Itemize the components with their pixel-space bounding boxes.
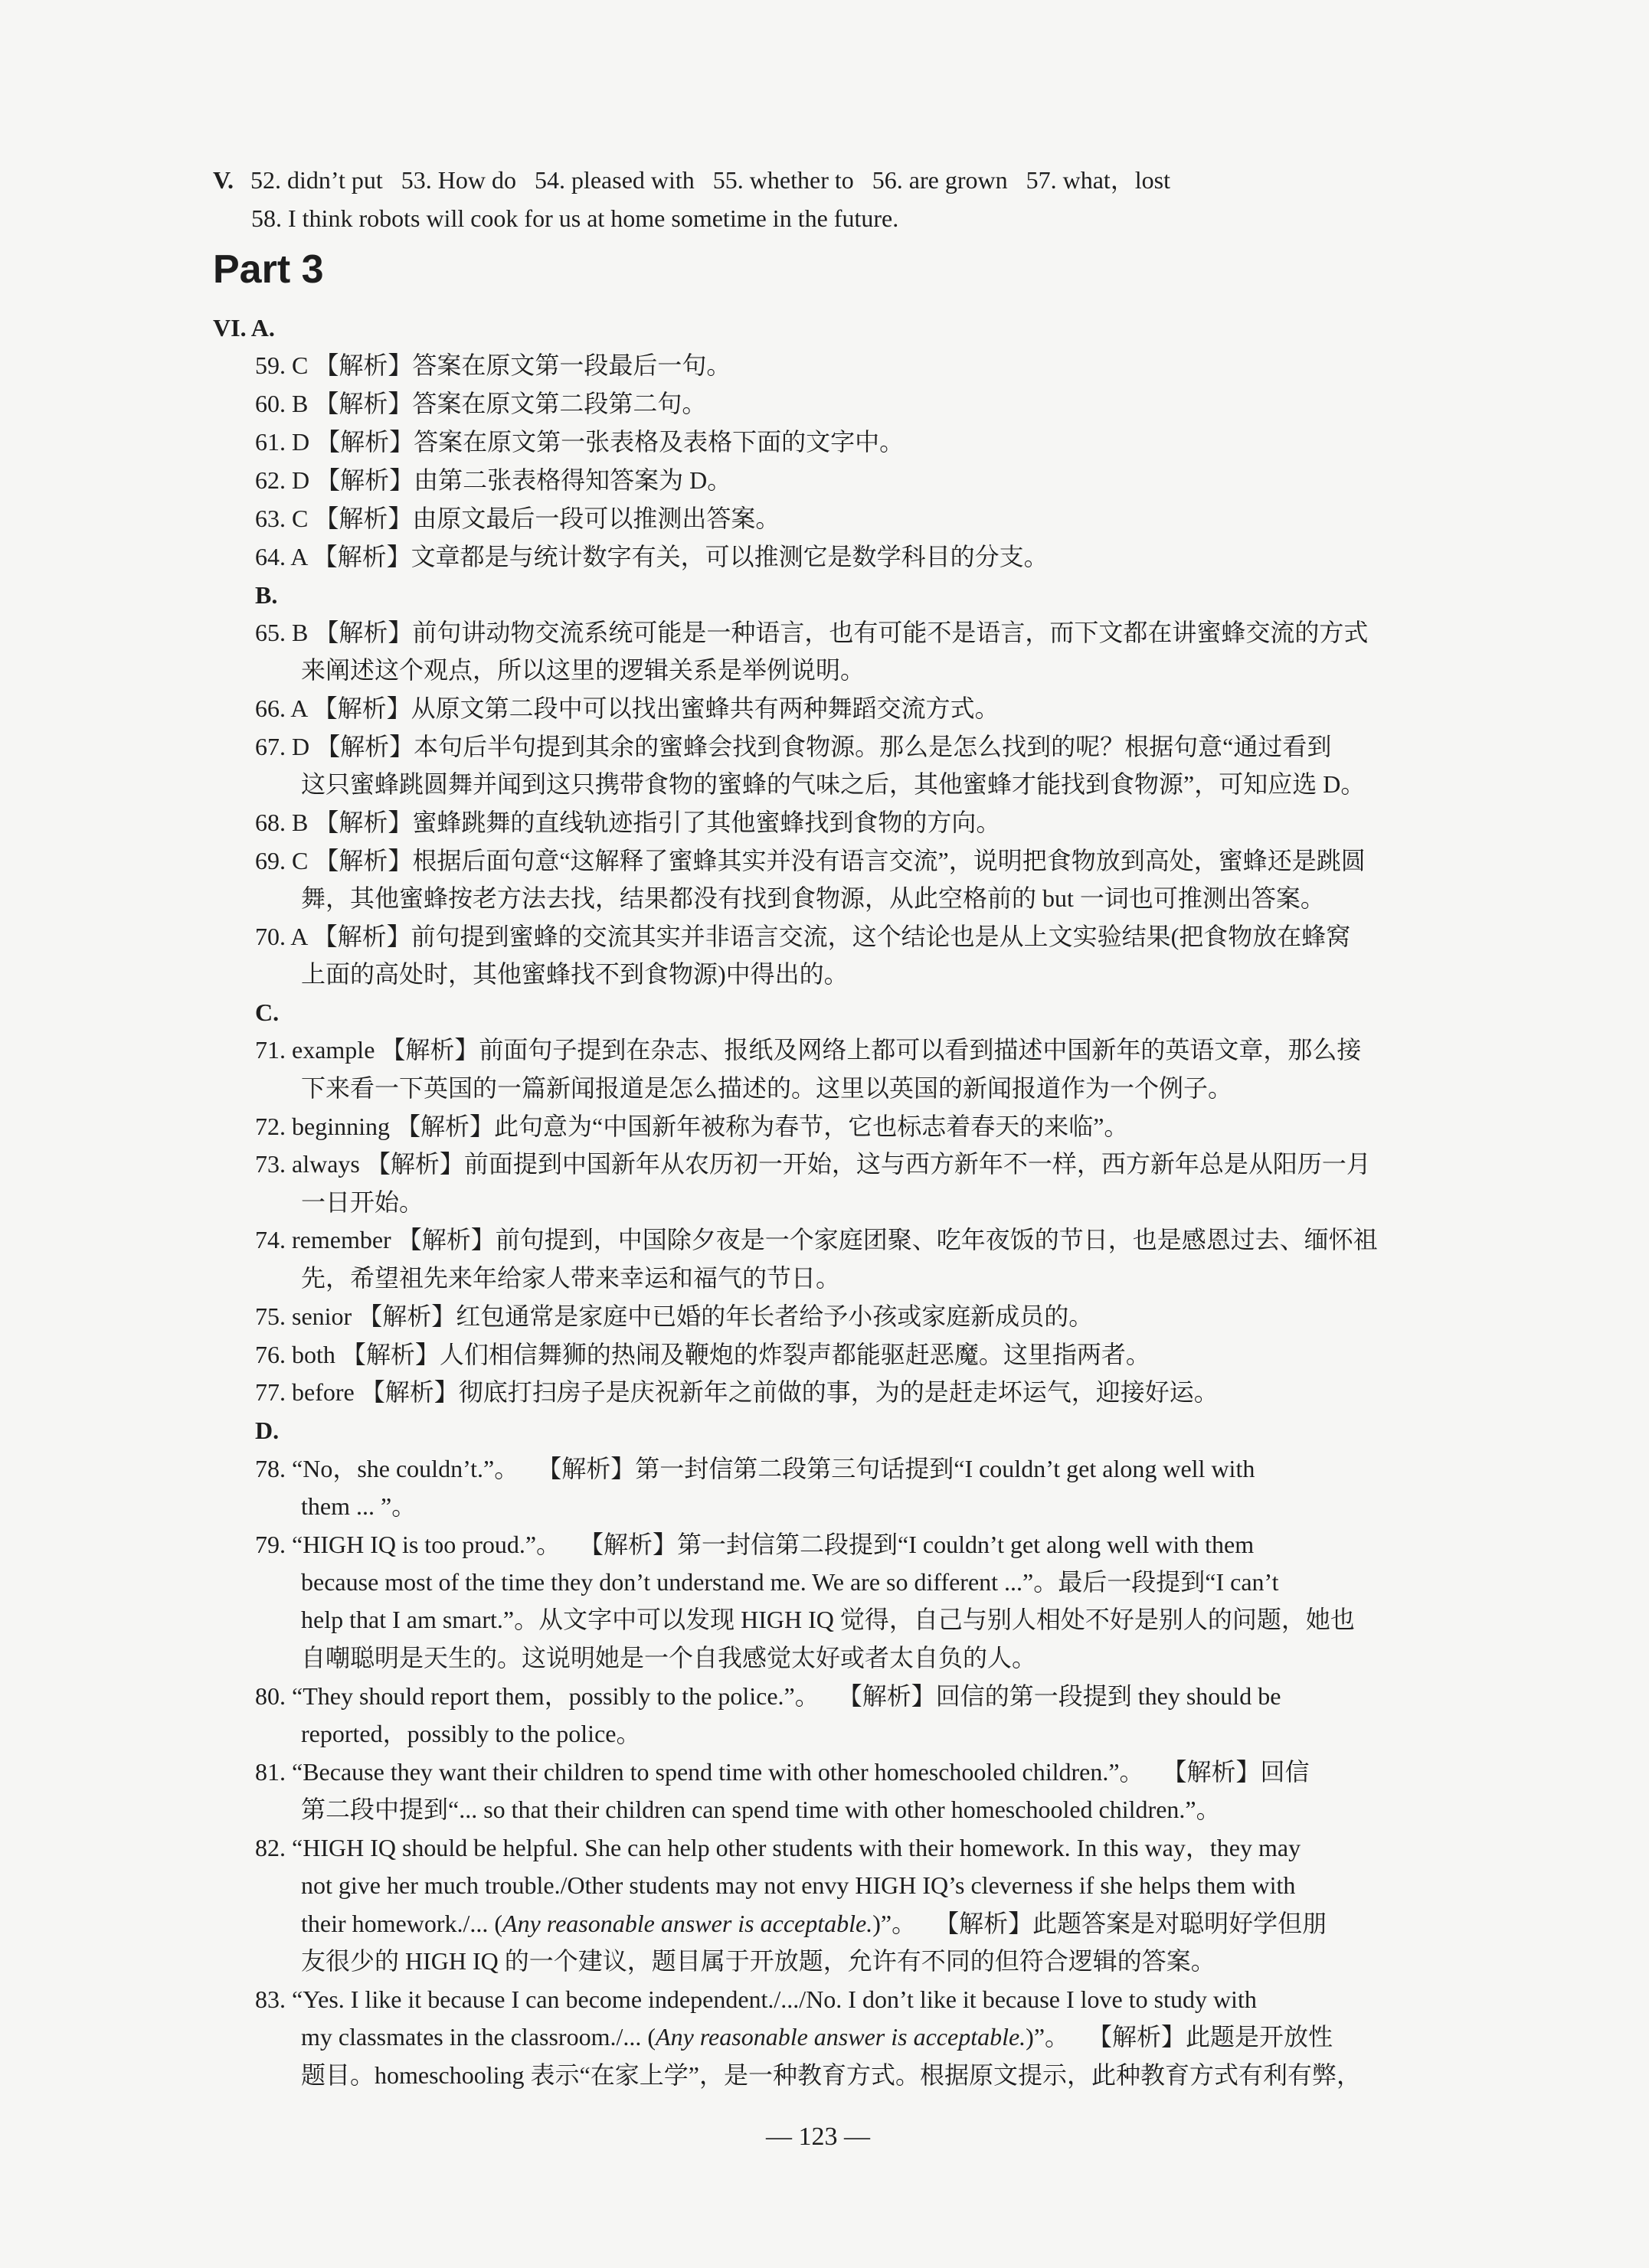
answer-item-72: 72. beginning 【解析】此句意为“中国新年被称为春节，它也标志着春天的来临”。 <box>255 1113 1129 1140</box>
answer-item-66: 66. A 【解析】从原文第二段中可以找出蜜蜂共有两种舞蹈交流方式。 <box>255 694 1000 722</box>
answer-item-69-cont: 舞，其他蜜蜂按老方法去找，结果都没有找到食物源，从此空格前的 but 一词也可推测出答案。 <box>301 884 1325 912</box>
answer-item-70: 70. A 【解析】前句提到蜜蜂的交流其实并非语言交流，这个结论也是从上文实验结果(把食物放在蜂窝 <box>255 923 1351 950</box>
section-v-line-1 <box>213 165 1170 195</box>
section-v-line-2: 58. I think robots will cook for us at home sometime in the future. <box>251 204 899 232</box>
answer-item-81-cont: 第二段中提到“... so that their children can spend time with other homeschooled children.”。 <box>301 1796 1221 1823</box>
answer-item-82-cont-3: 友很少的 HIGH IQ 的一个建议，题目属于开放题，允许有不同的但符合逻辑的答案。 <box>301 1947 1215 1975</box>
answer-item-71: 71. example 【解析】前面句子提到在杂志、报纸及网络上都可以看到描述中国新年的英语文章，那么接 <box>255 1036 1362 1064</box>
part-heading: Part 3 <box>213 247 324 292</box>
answer-item-81: 81. “Because they want their children to spend time with other homeschooled children.”。 【解析】回信 <box>255 1758 1310 1786</box>
answer-83-explanation: )”。 【解析】此题是开放性 <box>1026 2023 1333 2051</box>
answer-item-82-cont-1: not give her much trouble./Other students may not envy HIGH IQ’s cleverness if she helps them with <box>301 1871 1296 1899</box>
answer-item-62: 62. D 【解析】由第二张表格得知答案为 D。 <box>255 466 732 494</box>
answer-item-79-cont-3: 自嘲聪明是天生的。这说明她是一个自我感觉太好或者太自负的人。 <box>301 1644 1037 1672</box>
answer-item-82-cont-2 <box>301 1908 1327 1939</box>
section-d-label: D. <box>255 1417 280 1444</box>
answer-item-76: 76. both 【解析】人们相信舞狮的热闹及鞭炮的炸裂声都能驱赶恶魔。这里指两者。 <box>255 1341 1150 1368</box>
answer-item-71-cont: 下来看一下英国的一篇新闻报道是怎么描述的。这里以英国的新闻报道作为一个例子。 <box>301 1074 1233 1102</box>
page-number: — 123 — <box>766 2123 870 2151</box>
answer-item-83: 83. “Yes. I like it because I can become independent./.../No. I don’t like it because I love to study with <box>255 1985 1257 2013</box>
answer-item-77: 77. before 【解析】彻底打扫房子是庆祝新年之前做的事，为的是赶走坏运气，迎接好运。 <box>255 1378 1219 1406</box>
answer-item-61: 61. D 【解析】答案在原文第一张表格及表格下面的文字中。 <box>255 428 905 456</box>
answer-item-78-cont: them ... ”。 <box>301 1492 417 1520</box>
answer-item-68: 68. B 【解析】蜜蜂跳舞的直线轨迹指引了其他蜜蜂找到食物的方向。 <box>255 809 1001 836</box>
answer-83-text: my classmates in the classroom./... ( <box>301 2023 656 2051</box>
answer-item-80: 80. “They should report them，possibly to the police.”。 【解析】回信的第一段提到 they should be <box>255 1682 1281 1710</box>
answer-item-65: 65. B 【解析】前句讲动物交流系统可能是一种语言，也有可能不是语言，而下文都在讲蜜蜂交流的方式 <box>255 619 1369 646</box>
answer-item-65-cont: 来阐述这个观点，所以这里的逻辑关系是举例说明。 <box>301 656 865 684</box>
answer-item-67-cont: 这只蜜蜂跳圆舞并闻到这只携带食物的蜜蜂的气味之后，其他蜜蜂才能找到食物源”，可知应选 D。 <box>301 770 1366 798</box>
answer-item-83-cont-2: 题目。homeschooling 表示“在家上学”，是一种教育方式。根据原文提示，此种教育方式有利有弊， <box>301 2061 1361 2089</box>
answer-item-69: 69. C 【解析】根据后面句意“这解释了蜜蜂其实并没有语言交流”，说明把食物放到高处，蜜蜂还是跳圆 <box>255 847 1366 874</box>
answer-item-78: 78. “No，she couldn’t.”。 【解析】第一封信第二段第三句话提到“I couldn’t get along well with <box>255 1455 1255 1482</box>
answer-item-60: 60. B 【解析】答案在原文第二段第二句。 <box>255 390 707 417</box>
section-v-answers-52-57: 52. didn’t put 53. How do 54. pleased with 55. whether to 56. are grown 57. what，lost <box>250 166 1171 194</box>
answer-item-79-cont-1: because most of the time they don’t understand me. We are so different ...”。最后一段提到“I can’t <box>301 1568 1279 1596</box>
answer-item-67: 67. D 【解析】本句后半句提到其余的蜜蜂会找到食物源。那么是怎么找到的呢？根据句意“通过看到 <box>255 733 1332 760</box>
answer-item-82: 82. “HIGH IQ should be helpful. She can help other students with their homework. In this way，they may <box>255 1834 1301 1861</box>
answer-item-59: 59. C 【解析】答案在原文第一段最后一句。 <box>255 351 731 379</box>
answer-82-explanation: )”。 【解析】此题答案是对聪明好学但朋 <box>872 1910 1327 1937</box>
answer-item-80-cont: reported，possibly to the police。 <box>301 1720 641 1747</box>
answer-item-64: 64. A 【解析】文章都是与统计数字有关，可以推测它是数学科目的分支。 <box>255 543 1049 570</box>
section-c-label: C. <box>255 998 280 1026</box>
answer-item-70-cont: 上面的高处时，其他蜜蜂找不到食物源)中得出的。 <box>301 960 849 988</box>
answer-item-74: 74. remember 【解析】前句提到，中国除夕夜是一个家庭团聚、吃年夜饭的节日，也是感恩过去、缅怀祖 <box>255 1226 1378 1253</box>
answer-item-79-cont-2: help that I am smart.”。从文字中可以发现 HIGH IQ 觉得，自己与别人相处不好是别人的问题，她也 <box>301 1606 1355 1633</box>
answer-83-italic-note: Any reasonable answer is acceptable. <box>656 2023 1026 2051</box>
answer-item-75: 75. senior 【解析】红包通常是家庭中已婚的年长者给予小孩或家庭新成员的。 <box>255 1302 1094 1330</box>
answer-item-74-cont: 先，希望祖先来年给家人带来幸运和福气的节日。 <box>301 1264 841 1292</box>
answer-item-73-cont: 一日开始。 <box>301 1188 424 1216</box>
answer-82-text: their homework./... ( <box>301 1910 503 1937</box>
section-v-label: V. <box>213 166 234 194</box>
answer-item-79: 79. “HIGH IQ is too proud.”。 【解析】第一封信第二段提到“I couldn’t get along well with them <box>255 1531 1255 1558</box>
answer-item-83-cont-1 <box>301 2021 1333 2052</box>
section-vi-a-label: VI. A. <box>213 314 275 342</box>
answer-82-italic-note: Any reasonable answer is acceptable. <box>502 1910 873 1937</box>
answer-item-73: 73. always 【解析】前面提到中国新年从农历初一开始，这与西方新年不一样，西方新年总是从阳历一月 <box>255 1150 1371 1178</box>
section-b-label: B. <box>255 581 278 609</box>
answer-item-63: 63. C 【解析】由原文最后一段可以推测出答案。 <box>255 505 780 532</box>
